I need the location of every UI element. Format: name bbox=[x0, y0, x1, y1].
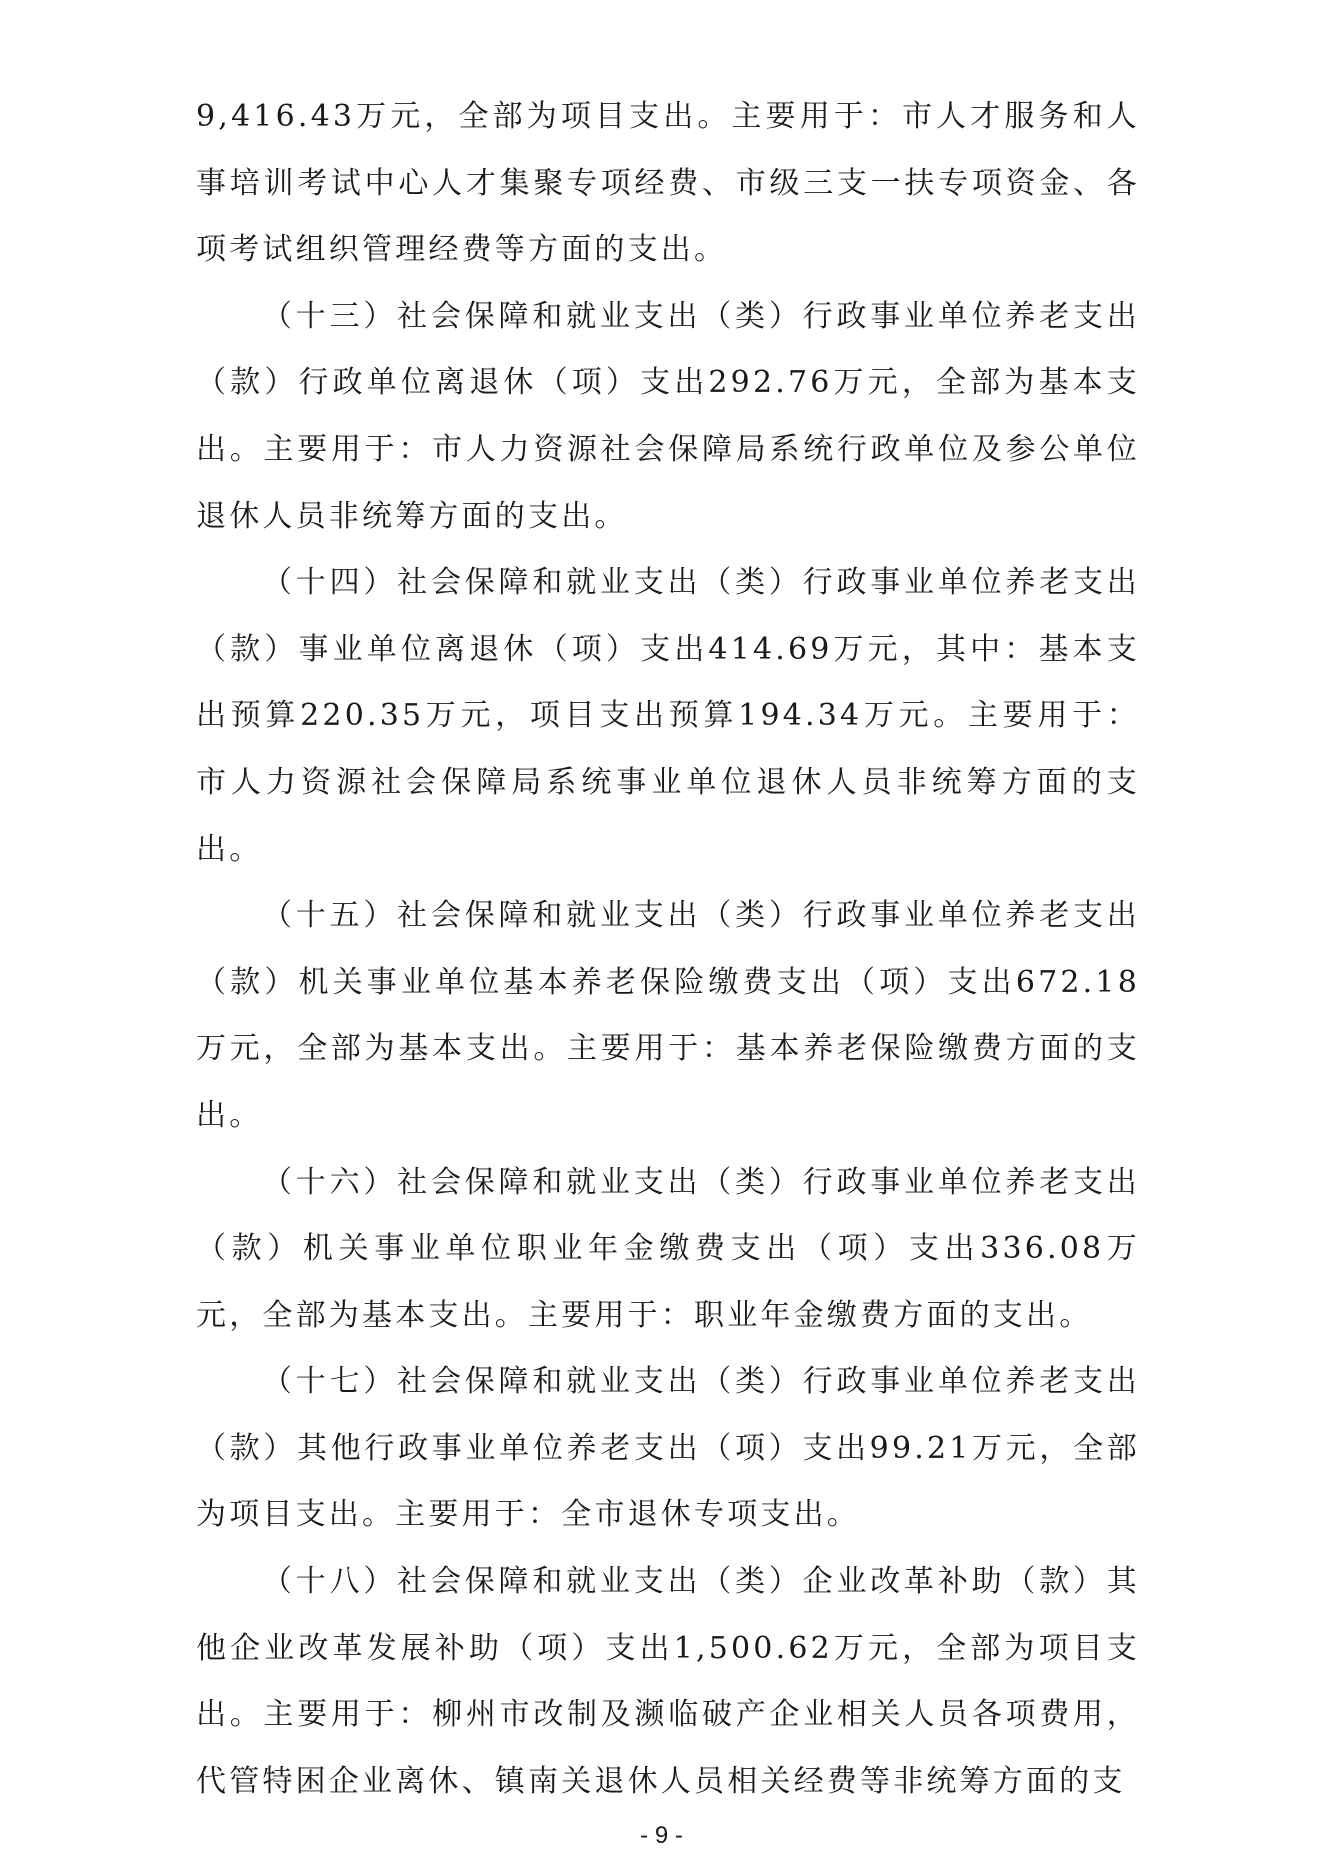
paragraph-item-13: （十三）社会保障和就业支出（类）行政事业单位养老支出（款）行政单位离退休（项）支出292.76万元，全部为基本支出。主要用于：市人力资源社会保障局系统行政单位及参公单位退休人员非统筹方面的支出。 bbox=[196, 298, 1140, 534]
paragraph-item-18: （十八）社会保障和就业支出（类）企业改革补助（款）其他企业改革发展补助（项）支出1,500.62万元，全部为项目支出。主要用于：柳州市改制及濒临破产企业相关人员各项费用，代管特困企业离休、镇南关退休人员相关经费等非统筹方面的支 bbox=[196, 1564, 1140, 1799]
paragraph-continuation: 9,416.43万元，全部为项目支出。主要用于：市人才服务和人事培训考试中心人才集聚专项经费、市级三支一扶专项资金、各项考试组织管理经费等方面的支出。 bbox=[196, 99, 1140, 268]
paragraph-item-16: （十六）社会保障和就业支出（类）行政事业单位养老支出（款）机关事业单位职业年金缴费支出（项）支出336.08万元，全部为基本支出。主要用于：职业年金缴费方面的支出。 bbox=[196, 1164, 1140, 1333]
paragraph-item-14: （十四）社会保障和就业支出（类）行政事业单位养老支出（款）事业单位离退休（项）支出414.69万元，其中：基本支出预算220.35万元，项目支出预算194.34万元。主要用于：市人力资源社会保障局系统事业单位退休人员非统筹方面的支出。 bbox=[196, 565, 1140, 867]
document-body bbox=[196, 84, 1140, 1815]
paragraph-item-17: （十七）社会保障和就业支出（类）行政事业单位养老支出（款）其他行政事业单位养老支出（项）支出99.21万元，全部为项目支出。主要用于：全市退休专项支出。 bbox=[196, 1364, 1140, 1533]
paragraph-item-15: （十五）社会保障和就业支出（类）行政事业单位养老支出（款）机关事业单位基本养老保险缴费支出（项）支出672.18万元，全部为基本支出。主要用于：基本养老保险缴费方面的支出。 bbox=[196, 898, 1140, 1133]
page-number: - 9 - bbox=[640, 1822, 683, 1849]
